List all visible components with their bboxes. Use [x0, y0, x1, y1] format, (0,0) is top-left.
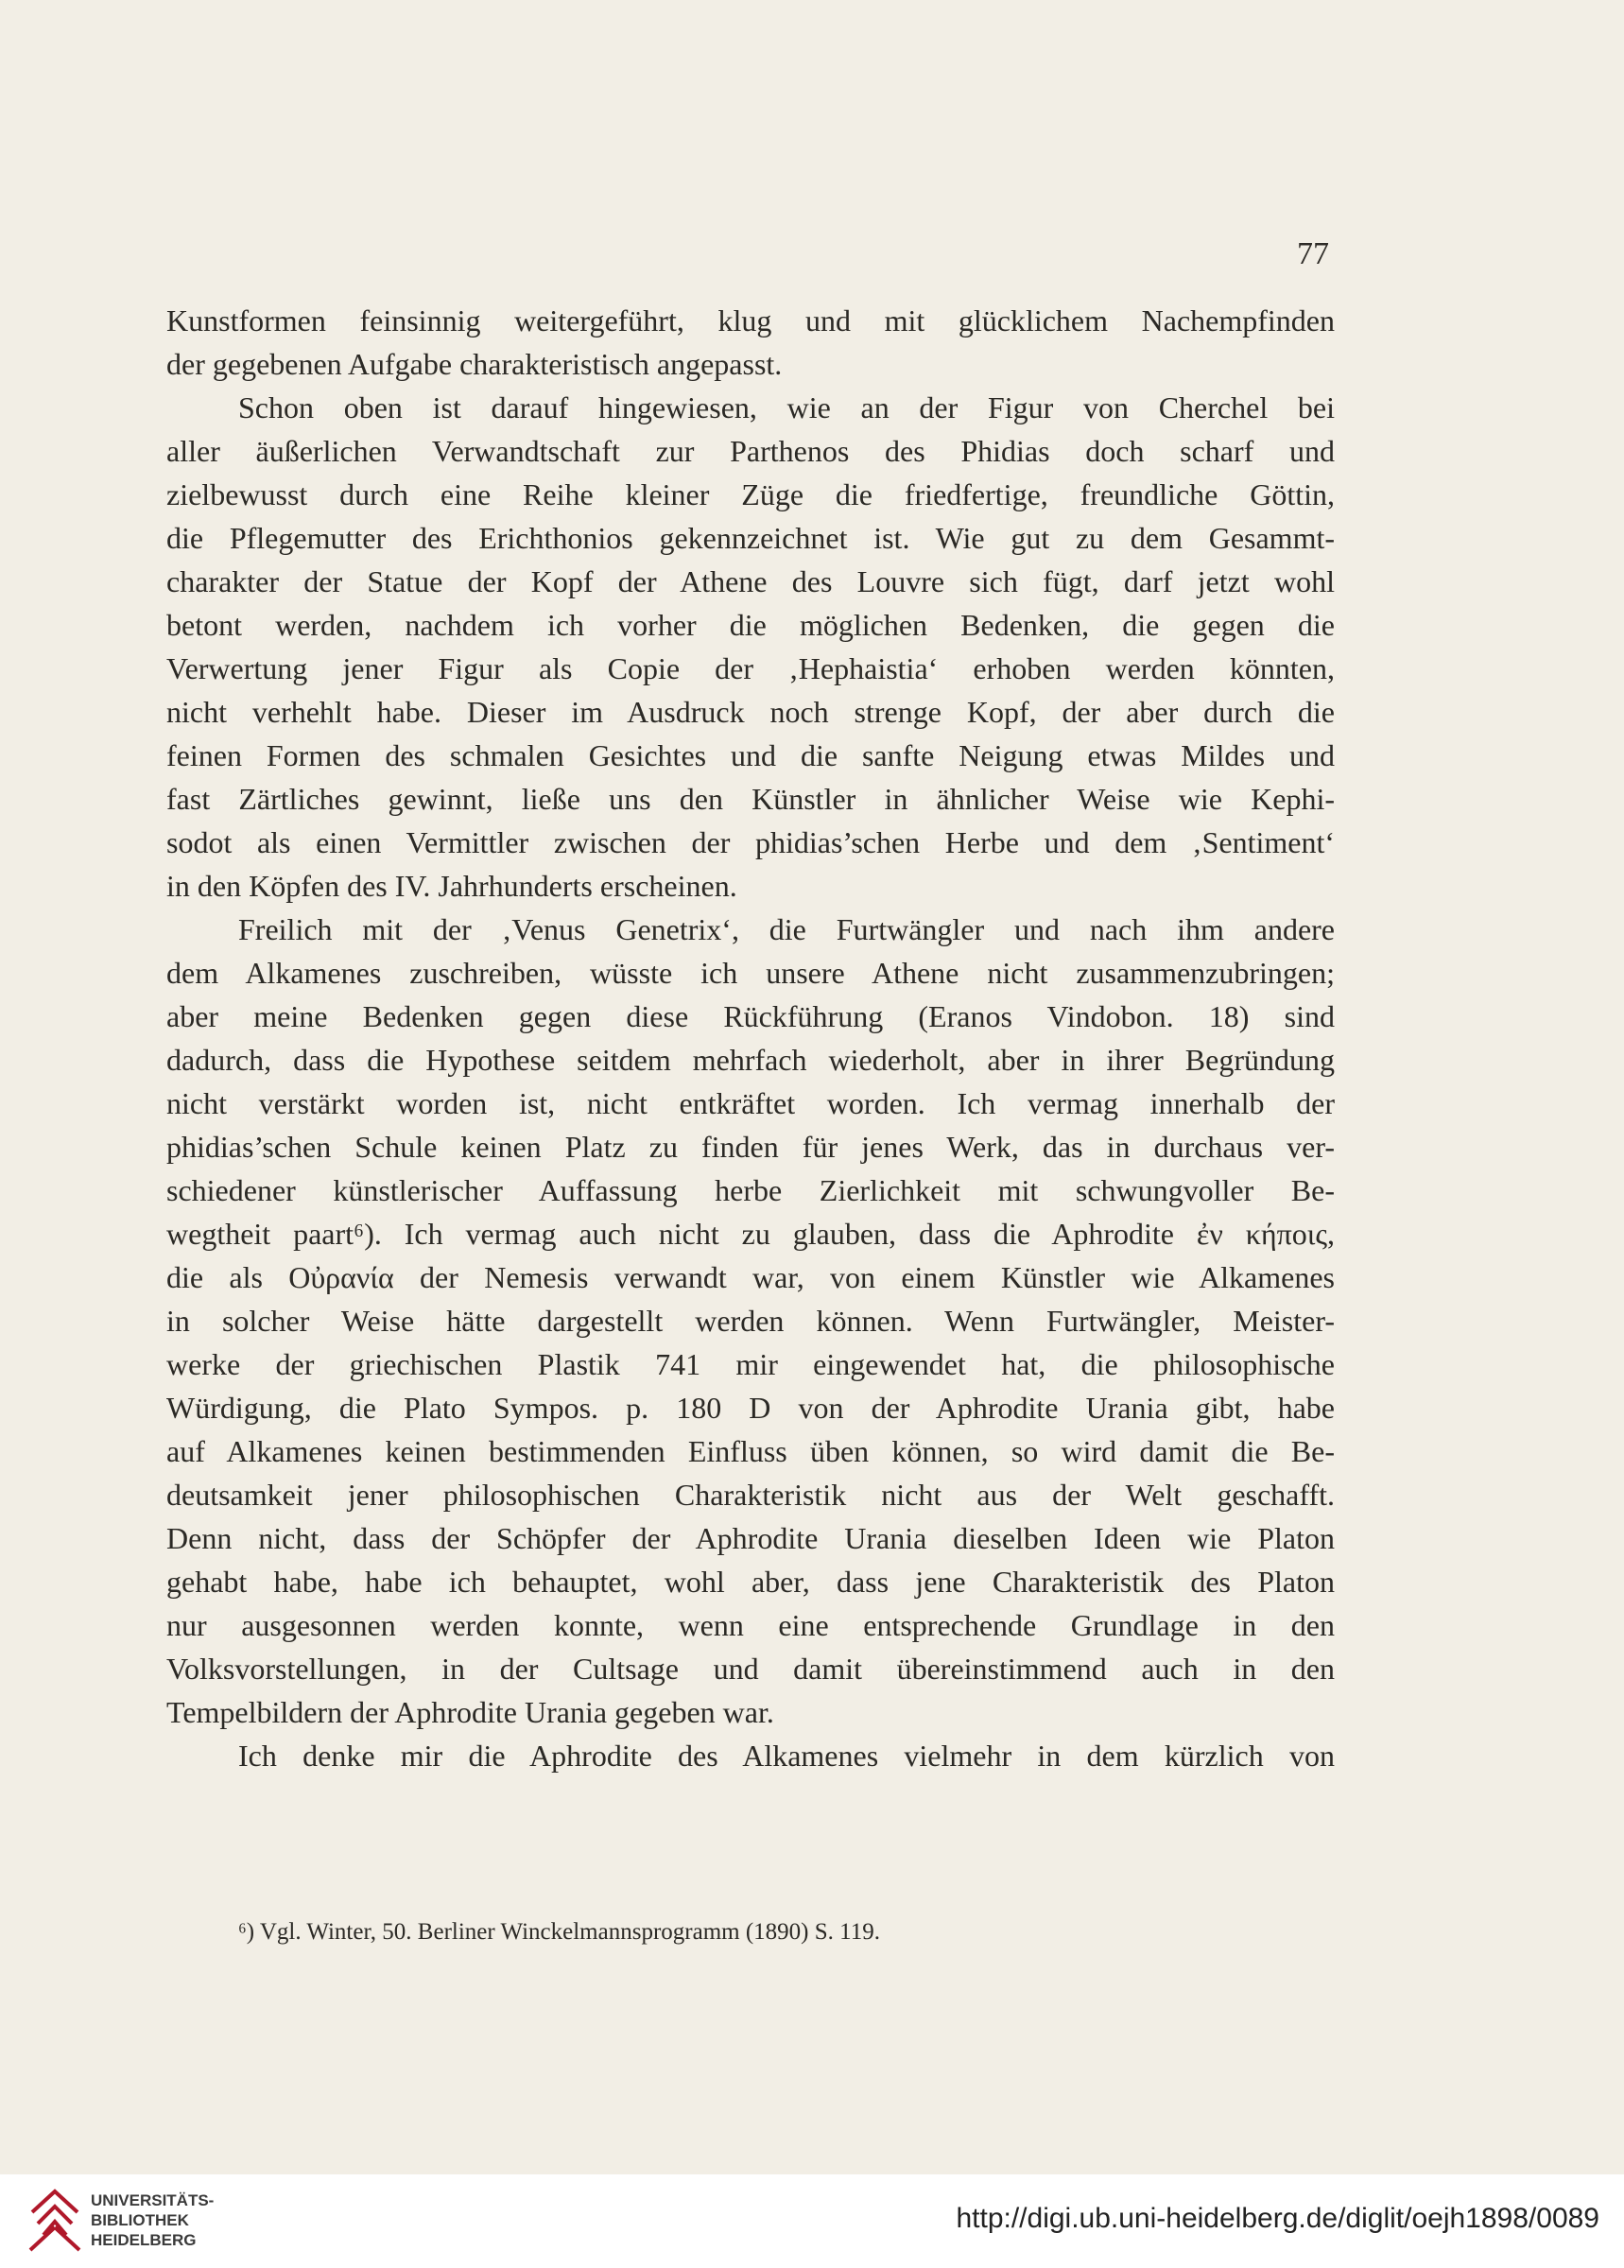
text-line: der gegebenen Aufgabe charakteristisch angepasst.	[166, 347, 783, 381]
text-line: nicht verstärkt worden ist, nicht entkräftet worden. Ich vermag innerhalb der	[166, 1086, 1335, 1120]
text-line: charakter der Statue der Kopf der Athene des Louvre sich fügt, darf jetzt wohl	[166, 564, 1335, 598]
library-logo-icon	[23, 2184, 85, 2258]
text-line: aber meine Bedenken gegen diese Rückführung (Eranos Vindobon. 18) sind	[166, 999, 1335, 1033]
text-line: nicht verhehlt habe. Dieser im Ausdruck noch strenge Kopf, der aber durch die	[166, 695, 1335, 729]
text-line: nur ausgesonnen werden konnte, wenn eine entsprechende Grundlage in den	[166, 1608, 1335, 1642]
logo-line: HEIDELBERG	[91, 2231, 197, 2249]
text-line: Volksvorstellungen, in der Cultsage und damit übereinstimmend auch in den	[166, 1652, 1335, 1686]
text-line: die Pflegemutter des Erichthonios gekennzeichnet ist. Wie gut zu dem Gesammt-	[166, 521, 1335, 555]
body-text	[166, 299, 1335, 1777]
text-line: in solcher Weise hätte dargestellt werden können. Wenn Furtwängler, Meister-	[166, 1304, 1335, 1338]
text-line: feinen Formen des schmalen Gesichtes und die sanfte Neigung etwas Mildes und	[166, 738, 1335, 772]
text-line: wegtheit paart⁶). Ich vermag auch nicht zu glauben, dass die Aphrodite ἐν κήποις,	[166, 1217, 1335, 1251]
text-line: Denn nicht, dass der Schöpfer der Aphrodite Urania dieselben Ideen wie Platon	[166, 1521, 1335, 1555]
text-line: sodot als einen Vermittler zwischen der phidias’schen Herbe und dem ‚Sentiment‘	[166, 825, 1335, 859]
text-line: betont werden, nachdem ich vorher die möglichen Bedenken, die gegen die	[166, 608, 1335, 642]
footnote: ⁶) Vgl. Winter, 50. Berliner Winckelmannsprogramm (1890) S. 119.	[238, 1919, 880, 1945]
logo-line: BIBLIOTHEK	[91, 2211, 189, 2229]
text-line: in den Köpfen des IV. Jahrhunderts erscheinen.	[166, 869, 737, 903]
text-line: schiedener künstlerischer Auffassung herbe Zierlichkeit mit schwungvoller Be-	[166, 1173, 1335, 1207]
text-line: Tempelbildern der Aphrodite Urania gegeben war.	[166, 1695, 774, 1729]
text-line: die als Οὐρανία der Nemesis verwandt war, von einem Künstler wie Alkamenes	[166, 1260, 1335, 1294]
text-line: dadurch, dass die Hypothese seitdem mehrfach wiederholt, aber in ihrer Begründung	[166, 1043, 1335, 1077]
text-line: werke der griechischen Plastik 741 mir eingewendet hat, die philosophische	[166, 1347, 1335, 1381]
text-line: fast Zärtliches gewinnt, ließe uns den Künstler in ähnlicher Weise wie Kephi-	[166, 782, 1335, 816]
text-line: aller äußerlichen Verwandtschaft zur Parthenos des Phidias doch scharf und	[166, 434, 1335, 468]
text-line: Schon oben ist darauf hingewiesen, wie an der Figur von Cherchel bei	[238, 390, 1335, 424]
text-line: Ich denke mir die Aphrodite des Alkamenes vielmehr in dem kürzlich von	[238, 1739, 1335, 1773]
text-line: Freilich mit der ‚Venus Genetrix‘, die Furtwängler und nach ihm andere	[238, 912, 1335, 946]
page-number: 77	[1297, 236, 1329, 271]
text-line: zielbewusst durch eine Reihe kleiner Züge die friedfertige, freundliche Göttin,	[166, 477, 1335, 511]
footer-bar	[0, 2174, 1624, 2268]
text-line: Kunstformen feinsinnig weitergeführt, klug und mit glücklichem Nachempfinden	[166, 303, 1335, 338]
text-line: gehabt habe, habe ich behauptet, wohl aber, dass jene Charakteristik des Platon	[166, 1565, 1335, 1599]
text-line: phidias’schen Schule keinen Platz zu finden für jenes Werk, das in durchaus ver-	[166, 1130, 1335, 1164]
text-line: auf Alkamenes keinen bestimmenden Einfluss üben können, so wird damit die Be-	[166, 1434, 1335, 1468]
text-line: dem Alkamenes zuschreiben, wüsste ich unsere Athene nicht zusammenzubringen;	[166, 956, 1335, 990]
text-line: Würdigung, die Plato Sympos. p. 180 D von der Aphrodite Urania gibt, habe	[166, 1391, 1335, 1425]
logo-line: UNIVERSITÄTS-	[91, 2191, 215, 2209]
library-logo-text	[91, 2190, 214, 2250]
source-url[interactable]: http://digi.ub.uni-heidelberg.de/diglit/oejh1898/0089	[956, 2203, 1599, 2234]
text-line: Verwertung jener Figur als Copie der ‚Hephaistia‘ erhoben werden könnten,	[166, 651, 1335, 685]
text-line: deutsamkeit jener philosophischen Charakteristik nicht aus der Welt geschafft.	[166, 1478, 1335, 1512]
